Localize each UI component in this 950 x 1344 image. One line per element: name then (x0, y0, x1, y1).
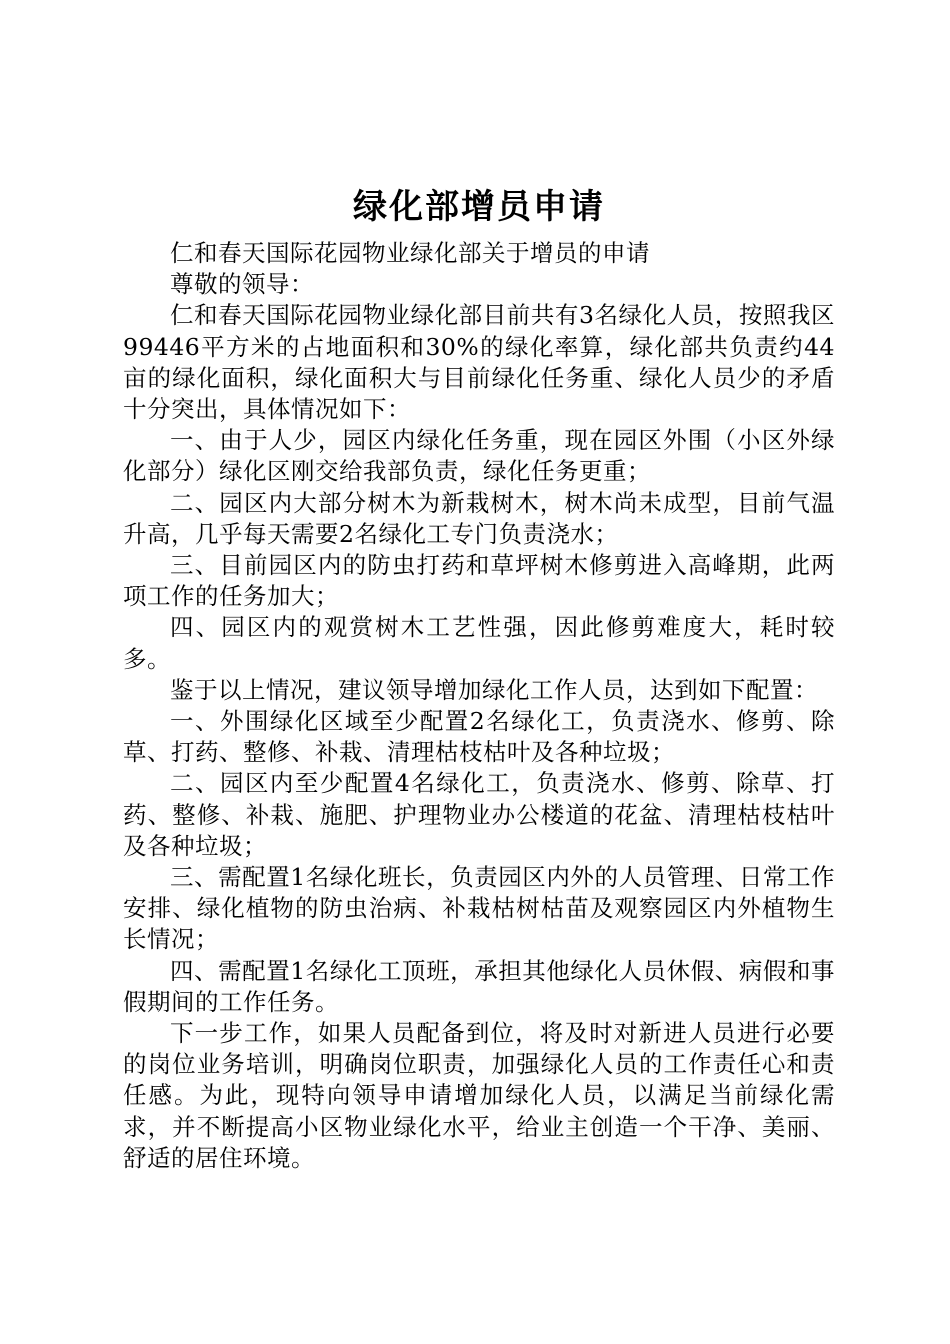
document-page (123, 182, 835, 1174)
paragraph-situation-4: 四、园区内的观赏树木工艺性强，因此修剪难度大，耗时较多。 (123, 613, 835, 673)
paragraph-proposal-intro: 鉴于以上情况，建议领导增加绿化工作人员，达到如下配置： (170, 675, 818, 704)
paragraph-intro: 仁和春天国际花园物业绿化部目前共有3名绿化人员，按照我区99446平方米的占地面积和30%的绿化率算，绿化部共负责约44亩的绿化面积，绿化面积大与目前绿化任务重、绿化人员少的矛盾十分突出，具体情况如下： (123, 301, 835, 424)
document-title: 绿化部增员申请 (353, 187, 605, 227)
paragraph-proposal-2: 二、园区内至少配置4名绿化工，负责浇水、修剪、除草、打药、整修、补栽、施肥、护理物业办公楼道的花盆、清理枯枝枯叶及各种垃圾； (123, 769, 835, 860)
paragraph-situation-2: 二、园区内大部分树木为新栽树木，树木尚未成型，目前气温升高，几乎每天需要2名绿化工专门负责浇水； (123, 488, 835, 548)
paragraph-salutation: 尊敬的领导： (170, 270, 314, 299)
paragraph-subject-line: 仁和春天国际花园物业绿化部关于增员的申请 (170, 239, 650, 267)
paragraph-situation-3: 三、目前园区内的防虫打药和草坪树木修剪进入高峰期，此两项工作的任务加大； (123, 551, 835, 611)
paragraph-situation-1: 一、由于人少，园区内绿化任务重，现在园区外围（小区外绿化部分）绿化区刚交给我部负责，绿化任务更重； (123, 426, 835, 486)
paragraph-conclusion: 下一步工作，如果人员配备到位，将及时对新进人员进行必要的岗位业务培训，明确岗位职责，加强绿化人员的工作责任心和责任感。为此，现特向领导申请增加绿化人员，以满足当前绿化需求，并不断提高小区物业绿化水平，给业主创造一个干净、美丽、舒适的居住环境。 (123, 1019, 835, 1172)
paragraph-proposal-4: 四、需配置1名绿化工顶班，承担其他绿化人员休假、病假和事假期间的工作任务。 (123, 956, 835, 1016)
paragraph-proposal-1: 一、外围绿化区域至少配置2名绿化工，负责浇水、修剪、除草、打药、整修、补栽、清理枯枝枯叶及各种垃圾； (123, 707, 835, 767)
paragraph-proposal-3: 三、需配置1名绿化班长，负责园区内外的人员管理、日常工作安排、绿化植物的防虫治病、补栽枯树枯苗及观察园区内外植物生长情况； (123, 863, 835, 954)
